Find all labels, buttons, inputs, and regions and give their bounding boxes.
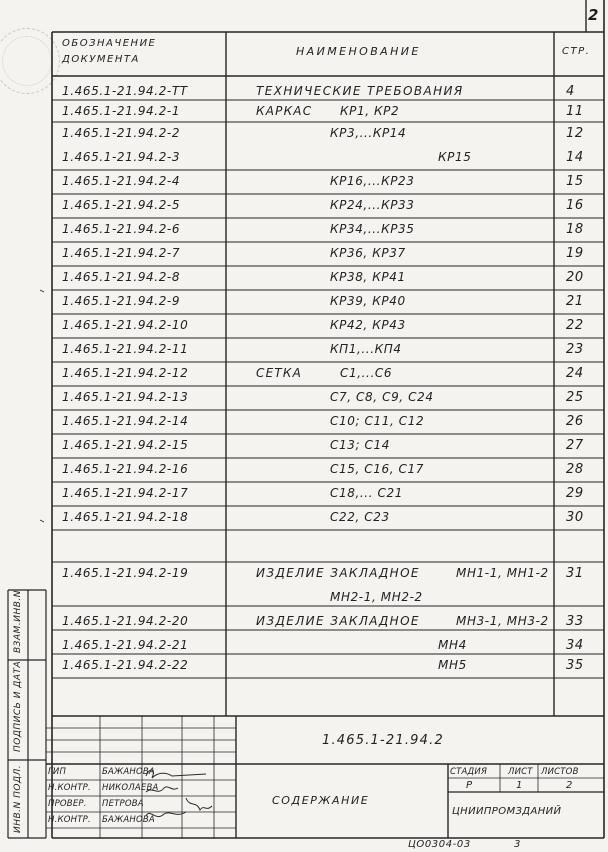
row-designation: 1.465.1-21.94.2-11 [62, 342, 189, 356]
row-designation: 1.465.1-21.94.2-4 [62, 174, 181, 188]
sheet-number: 2 [588, 6, 599, 24]
row-page: 26 [566, 414, 584, 429]
copy-number: 3 [514, 839, 521, 850]
staff-name-3: ПЕТРОВА [102, 799, 144, 809]
sheet-value: 1 [516, 780, 523, 791]
row-name: КР34,...КР35 [330, 222, 415, 236]
row-designation: 1.465.1-21.94.2-3 [62, 150, 181, 164]
staff-role-3: ПРОВЕР. [48, 799, 87, 809]
row-page: 35 [566, 658, 584, 673]
stage-label: СТАДИЯ [450, 767, 488, 777]
row-name: КР42, КР43 [330, 318, 406, 332]
row-page: 4 [566, 84, 575, 99]
row-name: МН3-1, МН3-2 [456, 614, 549, 628]
row-designation: 1.465.1-21.94.2-5 [62, 198, 181, 212]
row-page: 18 [566, 222, 584, 237]
row-designation: 1.465.1-21.94.2-2 [62, 126, 181, 140]
row-name: С10; С11, С12 [330, 414, 425, 428]
row-page: 28 [566, 462, 584, 477]
row-page: 24 [566, 366, 584, 381]
row-page: 16 [566, 198, 584, 213]
row-name: МН1-1, МН1-2 [456, 566, 549, 580]
row-designation: 1.465.1-21.94.2-14 [62, 414, 189, 428]
row-designation: 1.465.1-21.94.2-10 [62, 318, 189, 332]
row-name: С13; С14 [330, 438, 390, 452]
row-name-label: ИЗДЕЛИЕ ЗАКЛАДНОЕ [256, 614, 420, 628]
row-designation: 1.465.1-21.94.2-16 [62, 462, 189, 476]
row-name: С15, С16, С17 [330, 462, 425, 476]
header-page: СТР. [562, 46, 591, 57]
row-page: 14 [566, 150, 584, 165]
staff-role-2: Н.КОНТР. [48, 783, 91, 793]
row-designation: 1.465.1-21.94.2-7 [62, 246, 181, 260]
row-name: МН2-1, МН2-2 [330, 590, 423, 604]
row-name-label: ИЗДЕЛИЕ ЗАКЛАДНОЕ [256, 566, 420, 580]
row-name: КР1, КР2 [340, 104, 400, 118]
row-page: 30 [566, 510, 584, 525]
header-designation-line2: ДОКУМЕНТА [62, 54, 140, 65]
row-name: КР24,...КР33 [330, 198, 415, 212]
row-name: КР39, КР40 [330, 294, 406, 308]
row-designation: 1.465.1-21.94.2-18 [62, 510, 189, 524]
row-designation: 1.465.1-21.94.2-12 [62, 366, 189, 380]
row-name: КР38, КР41 [330, 270, 406, 284]
row-name: С18,... С21 [330, 486, 403, 500]
organization: ЦНИИПРОМЗДАНИЙ [452, 806, 562, 817]
row-name: КР16,...КР23 [330, 174, 415, 188]
row-page: 11 [566, 104, 584, 119]
row-designation: 1.465.1-21.94.2-22 [62, 658, 189, 672]
row-page: 31 [566, 566, 584, 581]
row-name: МН5 [438, 658, 467, 672]
staff-role-1: ГИП [48, 767, 67, 777]
row-designation: 1.465.1-21.94.2-6 [62, 222, 181, 236]
row-page: 23 [566, 342, 584, 357]
row-name: С7, С8, С9, С24 [330, 390, 434, 404]
row-page: 22 [566, 318, 584, 333]
sheets-label: ЛИСТОВ [541, 767, 579, 777]
staff-role-4: Н.КОНТР. [48, 815, 91, 825]
document-title: СОДЕРЖАНИЕ [272, 794, 370, 807]
row-name: С1,...С6 [340, 366, 393, 380]
row-name: С22, С23 [330, 510, 390, 524]
row-page: 27 [566, 438, 584, 453]
row-name: МН4 [438, 638, 467, 652]
header-name: НАИМЕНОВАНИЕ [296, 45, 421, 58]
row-designation: 1.465.1-21.94.2-19 [62, 566, 189, 580]
row-page: 20 [566, 270, 584, 285]
document-code: 1.465.1-21.94.2 [322, 733, 444, 748]
header-designation-line1: ОБОЗНАЧЕНИЕ [62, 38, 157, 49]
row-page: 19 [566, 246, 584, 261]
row-name-label: ТЕХНИЧЕСКИЕ ТРЕБОВАНИЯ [256, 84, 464, 98]
sheet-label: ЛИСТ [508, 767, 533, 777]
stage-value: Р [466, 780, 473, 791]
row-name-label: СЕТКА [256, 366, 303, 380]
row-designation: 1.465.1-21.94.2-20 [62, 614, 189, 628]
row-page: 21 [566, 294, 584, 309]
archive-number: ЦО0304-03 [408, 839, 471, 850]
row-designation: 1.465.1-21.94.2-15 [62, 438, 189, 452]
staff-name-1: БАЖАНОВА [102, 767, 155, 777]
row-designation: 1.465.1-21.94.2-13 [62, 390, 189, 404]
side-stamp-sign-date: ПОДПИСЬ И ДАТА [13, 660, 23, 752]
row-page: 33 [566, 614, 584, 629]
row-designation: 1.465.1-21.94.2-17 [62, 486, 189, 500]
row-designation: 1.465.1-21.94.2-21 [62, 638, 189, 652]
row-page: 12 [566, 126, 584, 141]
staff-name-4: БАЖАНОВА [102, 815, 155, 825]
row-name: КП1,...КП4 [330, 342, 402, 356]
row-name-label: КАРКАС [256, 104, 313, 118]
row-page: 15 [566, 174, 584, 189]
row-designation: 1.465.1-21.94.2-1 [62, 104, 181, 118]
row-page: 25 [566, 390, 584, 405]
row-name: КР3,...КР14 [330, 126, 407, 140]
sheets-value: 2 [566, 780, 573, 791]
row-designation: 1.465.1-21.94.2-8 [62, 270, 181, 284]
side-stamp-replace-inv: ВЗАМ.ИНВ.N [13, 590, 23, 653]
row-name: КР15 [438, 150, 472, 164]
row-designation: 1.465.1-21.94.2-ТТ [62, 84, 188, 98]
row-name: КР36, КР37 [330, 246, 406, 260]
staff-name-2: НИКОЛАЕВА [102, 783, 159, 793]
row-page: 29 [566, 486, 584, 501]
row-page: 34 [566, 638, 584, 653]
side-stamp-inv-no: ИНВ.N ПОДЛ. [13, 764, 23, 833]
row-designation: 1.465.1-21.94.2-9 [62, 294, 181, 308]
